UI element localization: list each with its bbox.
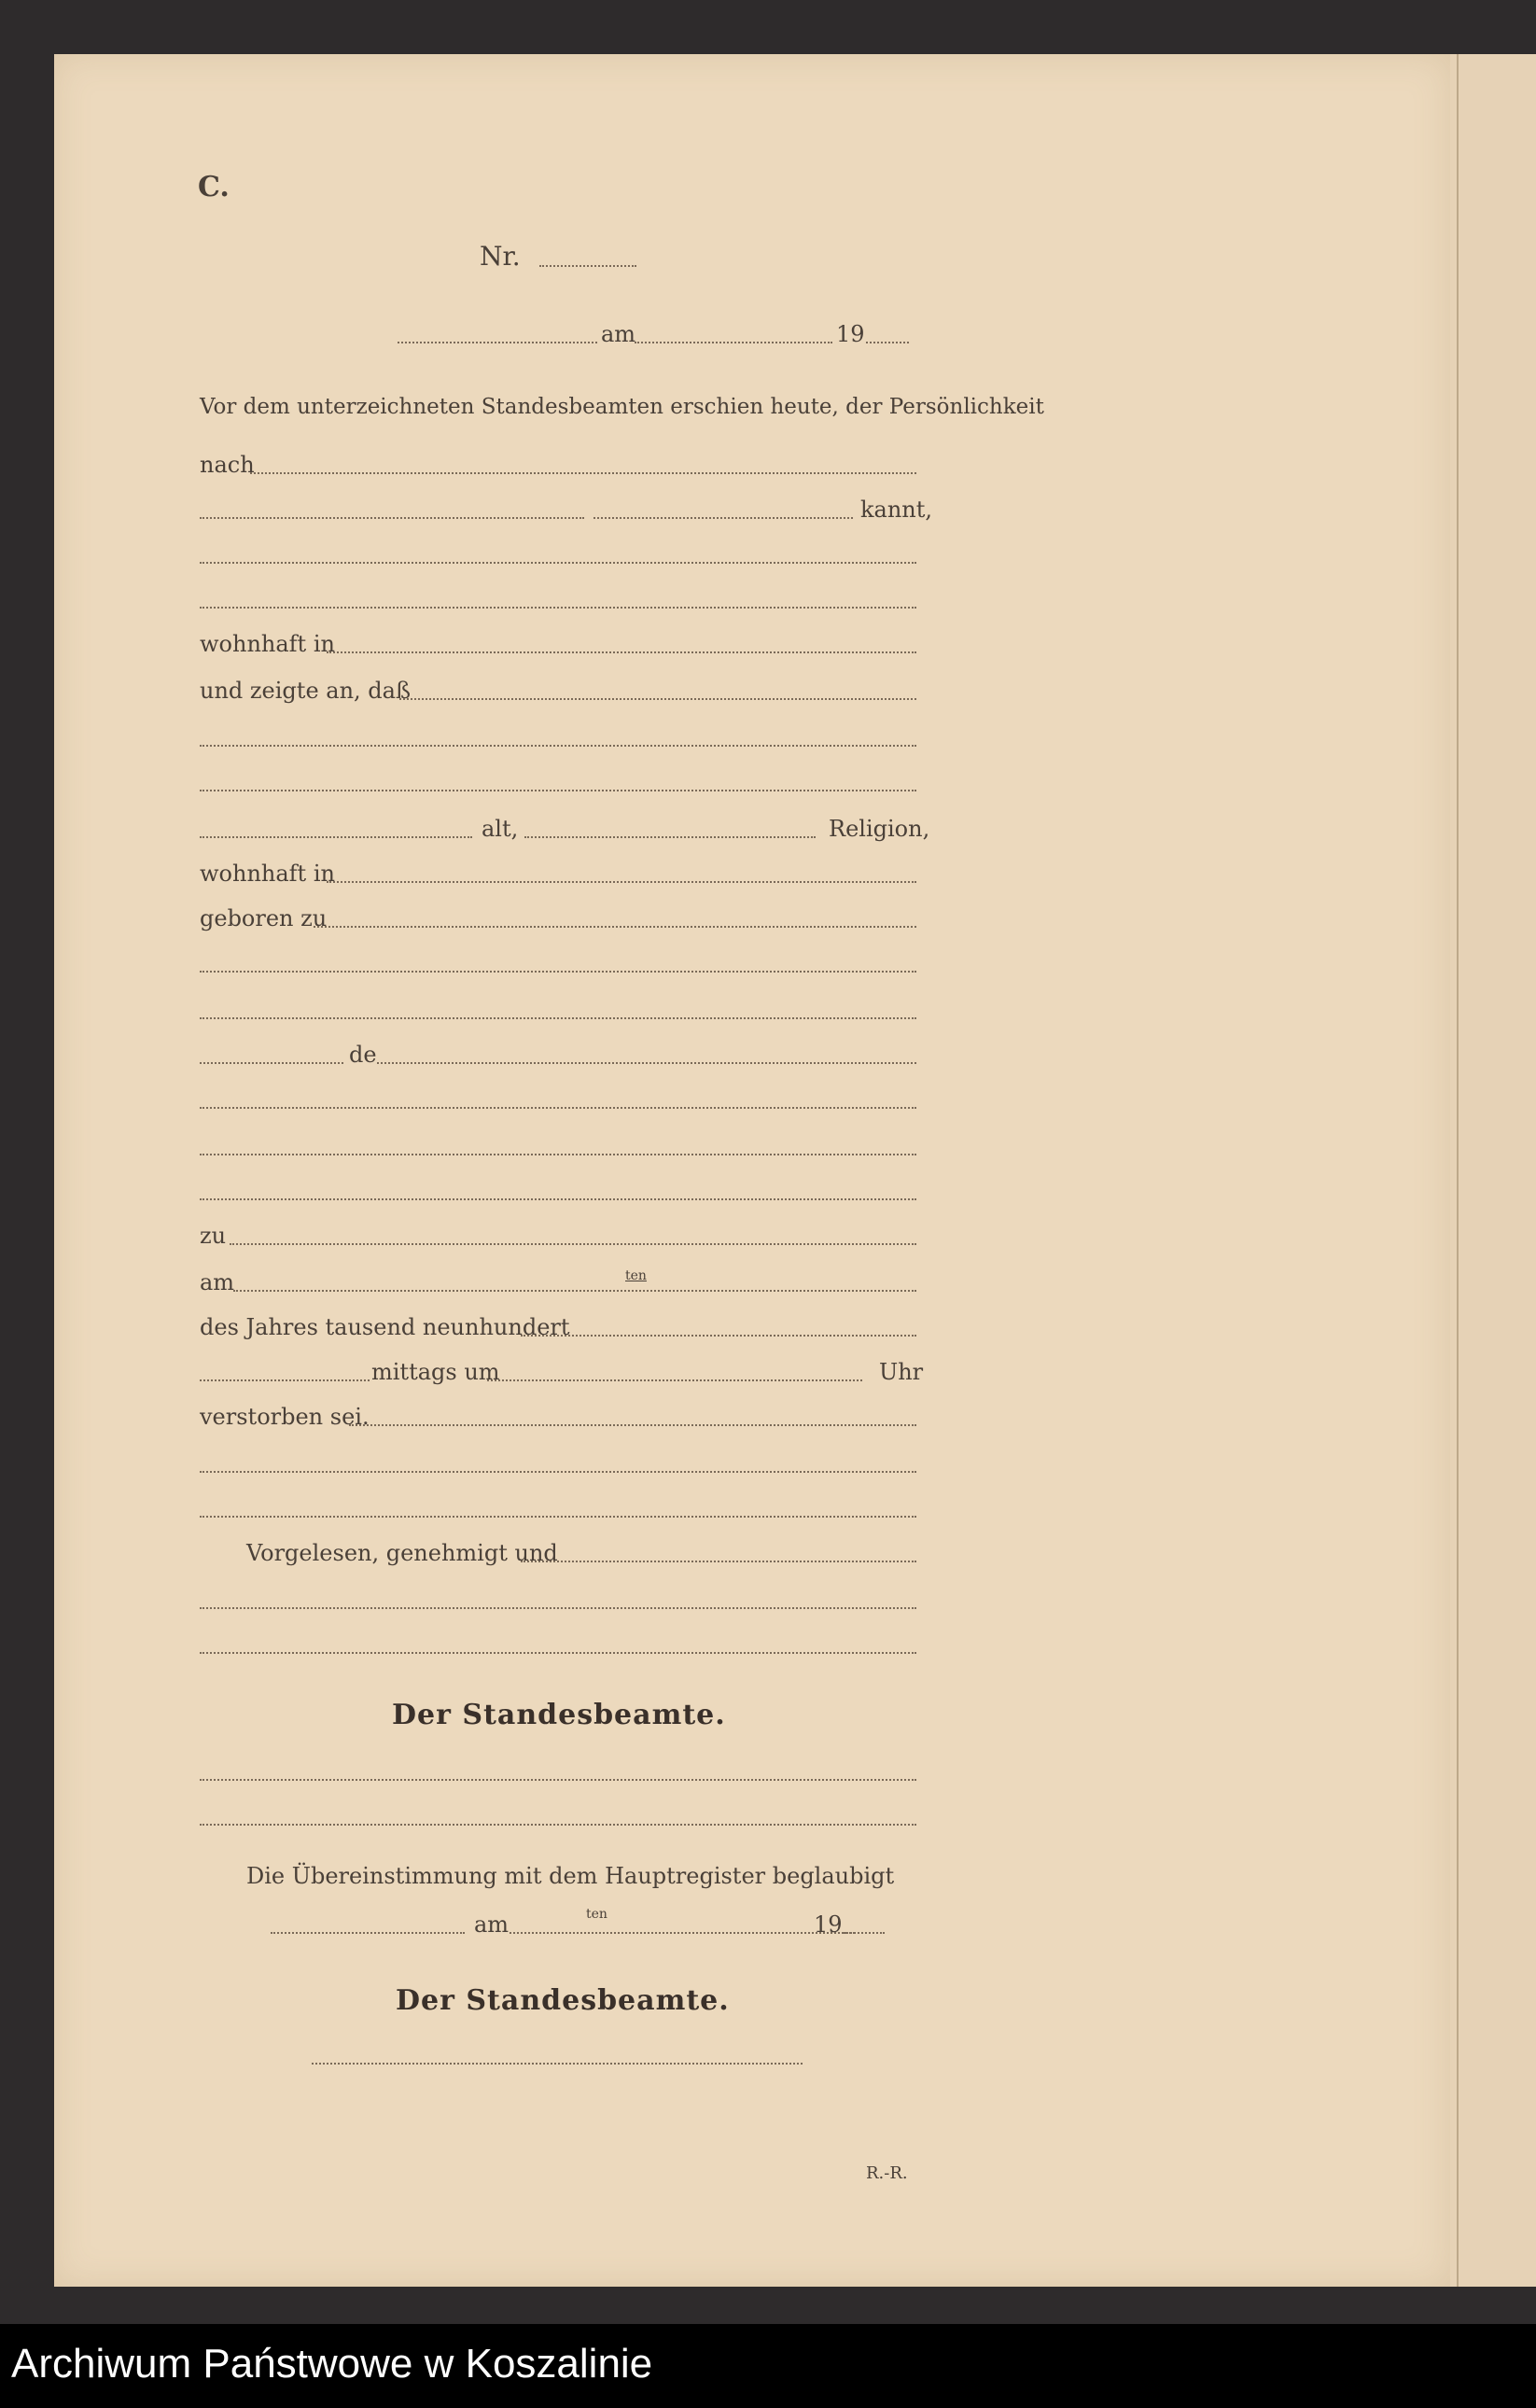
line-blank-6 (200, 971, 916, 973)
year-blank-2 (844, 1932, 885, 1934)
wohnhaft-blank (327, 651, 916, 653)
und-zeigte-label: und zeigte an, daß (200, 678, 411, 704)
wohnhaft-label-2: wohnhaft in (200, 861, 335, 887)
de-pre-blank (200, 1062, 343, 1064)
year-blank (866, 342, 909, 343)
des-jahres-blank (521, 1335, 916, 1337)
archive-name: Archiwum Państwowe w Koszalinie (11, 2341, 653, 2387)
geboren-label: geboren zu (200, 905, 328, 931)
religion-label: Religion, (829, 816, 930, 842)
nr-blank (539, 265, 636, 267)
zu-label: zu (200, 1223, 227, 1249)
line-blank-9 (200, 1154, 916, 1155)
zu-blank (230, 1243, 916, 1245)
verstorben-blank (349, 1424, 916, 1426)
date-blank (635, 342, 832, 343)
am-blank-2 (233, 1290, 916, 1292)
mittags-blank (487, 1379, 862, 1381)
kannt-label: kannt, (860, 497, 933, 523)
age-blank (200, 836, 472, 838)
line-blank-13 (200, 1607, 916, 1609)
wohnhaft-blank-2 (327, 881, 916, 883)
de-blank (377, 1062, 916, 1064)
am-label-2: am (200, 1269, 235, 1295)
alt-label: alt, (482, 816, 519, 842)
form-page (54, 54, 1450, 2287)
line-blank-1a (200, 517, 584, 519)
signature-line-1 (200, 1779, 916, 1781)
uebereinstimmung-text: Die Übereinstimmung mit dem Hauptregister beglaubigt (246, 1863, 895, 1889)
line-blank-1b (593, 517, 853, 519)
line-blank-2 (200, 562, 916, 564)
date-am-label: am (601, 321, 636, 347)
religion-blank (524, 836, 816, 838)
des-jahres-label: des Jahres tausend neunhundert (200, 1314, 570, 1340)
am-label-3: am (474, 1911, 510, 1938)
line-blank-14 (200, 1652, 916, 1654)
und-zeigte-blank (399, 698, 916, 700)
ten-suffix-2: ten (586, 1907, 607, 1922)
geboren-blank (314, 926, 916, 928)
year-prefix: 19 (836, 321, 865, 347)
line-blank-8 (200, 1107, 916, 1109)
nach-label: nach (200, 452, 255, 478)
uhr-label: Uhr (879, 1359, 924, 1385)
line-blank-5 (200, 790, 916, 791)
nr-label: Nr. (480, 241, 521, 272)
mittags-pre-blank (200, 1379, 370, 1381)
signature-line-2 (200, 1824, 916, 1826)
line-blank-11 (200, 1471, 916, 1473)
mittags-label: mittags um (371, 1359, 500, 1385)
page-fold (1457, 54, 1459, 2287)
verstorben-label: verstorben sei. (200, 1404, 370, 1430)
line-blank-10 (200, 1198, 916, 1200)
vorgelesen-blank (521, 1561, 916, 1562)
ten-suffix: ten (625, 1268, 647, 1283)
wohnhaft-label: wohnhaft in (200, 631, 335, 657)
form-letter: C. (198, 171, 230, 203)
place-blank (398, 342, 597, 343)
printer-mark: R.-R. (866, 2163, 908, 2183)
standesbeamte-heading-1: Der Standesbeamte. (392, 1699, 726, 1731)
beglaubigt-date-blank (510, 1932, 855, 1934)
line-blank-4 (200, 745, 916, 747)
line-blank-3 (200, 607, 916, 609)
beglaubigt-place-blank (271, 1932, 465, 1934)
nach-blank (250, 472, 916, 474)
line-blank-7 (200, 1017, 916, 1019)
vorgelesen-label: Vorgelesen, genehmigt und (246, 1540, 558, 1566)
standesbeamte-heading-2: Der Standesbeamte. (396, 1984, 730, 2017)
intro-text: Vor dem unterzeichneten Standesbeamten erschien heute, der Persönlichkeit (200, 395, 1044, 419)
de-label: de (349, 1042, 377, 1068)
year-prefix-2: 19 (814, 1911, 843, 1938)
line-blank-12 (200, 1516, 916, 1518)
final-signature-line (312, 2063, 803, 2065)
next-page-edge (1443, 54, 1536, 2287)
